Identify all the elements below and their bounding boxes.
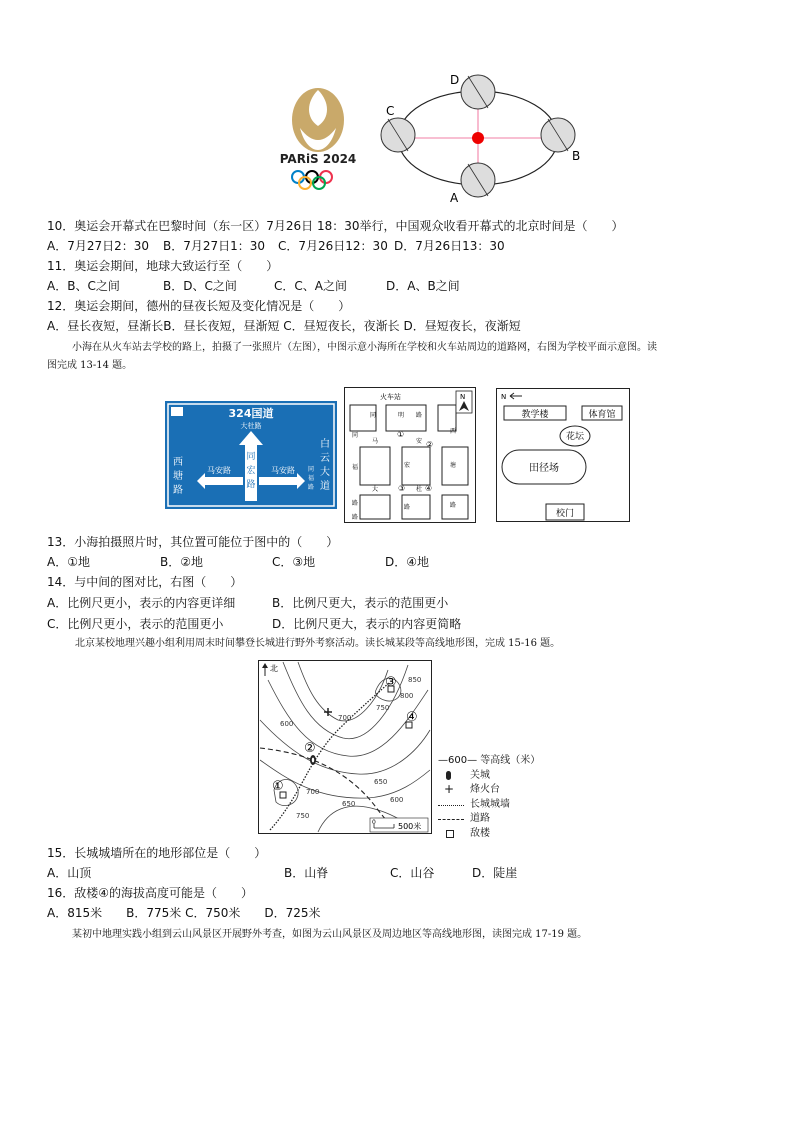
svg-text:②: ② — [304, 741, 316, 756]
lu-left: 路 — [404, 504, 411, 511]
sign-center-road-2: 宏 — [246, 466, 256, 476]
q10-option-a: A．7月27日2：30 — [47, 239, 150, 253]
svg-text:北: 北 — [270, 664, 278, 673]
svg-text:700: 700 — [338, 714, 352, 722]
legend-beacon-row — [438, 783, 540, 798]
q16-stem: 16．敌楼④的海拔高度可能是（ ） — [47, 886, 254, 900]
svg-text:800: 800 — [400, 692, 414, 700]
left-col-1: 同 — [352, 432, 359, 439]
legend-pass-row — [438, 769, 540, 784]
q11-option-a: A．B、C之间 — [47, 279, 120, 293]
q13-option-c: C．③地 — [272, 555, 316, 569]
sign-road-top: 324国道 — [228, 407, 274, 420]
sign-left-road-3: 路 — [173, 485, 183, 496]
point-3: ③ — [398, 484, 406, 493]
svg-text:600: 600 — [390, 796, 404, 804]
wall-icon — [438, 805, 464, 806]
legend-wall: 长城城墙 — [470, 798, 510, 810]
sign-right-sub-1: 同 — [307, 466, 315, 473]
q14-option-b: B．比例尺更大，表示的范围更小 — [272, 596, 449, 610]
da-label: 大 — [372, 486, 379, 493]
label-a: A — [450, 191, 459, 205]
earth-a — [461, 163, 495, 197]
legend-contour: —600— 等高线（米） — [438, 755, 541, 766]
q11-option-c: C．C、A之间 — [274, 279, 347, 293]
point-2: ② — [426, 440, 434, 449]
q11-option-d: D．A、B之间 — [386, 279, 460, 293]
svg-text:N: N — [501, 393, 507, 401]
legend-pass: 关城 — [470, 769, 490, 781]
svg-text:④: ④ — [406, 710, 418, 725]
maan-2: 安 — [416, 438, 423, 445]
intro-13-line2: 图完成 13-14 题。 — [47, 360, 133, 371]
svg-text:①: ① — [272, 779, 284, 794]
svg-text:③: ③ — [385, 675, 397, 690]
legend-road: 道路 — [470, 813, 490, 824]
q13-option-d: D．④地 — [385, 555, 429, 569]
sun — [472, 132, 484, 144]
sign-center-road-3: 路 — [246, 480, 256, 490]
earth-d — [461, 75, 495, 109]
north-arrow — [456, 391, 472, 413]
sign-right-sub-2: 福 — [307, 475, 315, 482]
tongming-2: 明 — [398, 412, 405, 419]
right-col-2: 塘 — [450, 462, 457, 469]
contour-legend — [438, 754, 540, 841]
road-icon — [438, 819, 464, 820]
road-network-map — [344, 387, 476, 523]
olympic-rings — [292, 171, 332, 189]
q13-option-a: A．①地 — [47, 555, 90, 569]
q11-stem: 11．奥运会期间，地球大致运行至（ ） — [47, 259, 279, 273]
svg-text:750: 750 — [296, 812, 310, 820]
label-d: D — [450, 73, 460, 87]
tongming-1: 同 — [370, 412, 377, 419]
maan-1: 马 — [372, 438, 379, 445]
beacon-icon: + — [444, 782, 455, 796]
flame-face-emblem — [292, 88, 344, 152]
left-col-2: 福 — [352, 464, 359, 471]
svg-text:750: 750 — [376, 704, 390, 712]
q15-stem: 15．长城城墙所在的地形部位是（ ） — [47, 846, 267, 860]
svg-text:0: 0 — [372, 819, 376, 826]
label-b: B — [572, 149, 581, 163]
intro-15: 北京某校地理兴趣小组利用周末时间攀登长城进行野外考察活动。读长城某段等高线地形图，完成 15-16 题。 — [75, 638, 561, 649]
school-plan-map — [496, 388, 630, 522]
paris-2024-logo — [262, 84, 374, 196]
right-col-1: 西 — [450, 428, 457, 435]
q10-option-d: D．7月26日13：30 — [394, 239, 505, 253]
q13-option-b: B．②地 — [160, 555, 203, 569]
q10-option-c: C．7月26日12：30 — [278, 239, 388, 253]
sign-right-road-4: 道 — [320, 481, 330, 492]
svg-text:N: N — [460, 393, 466, 401]
sign-right-sub-3: 路 — [307, 484, 315, 491]
gym-label: 体育馆 — [588, 410, 616, 420]
q16-options: A．815米 B．775米 C．750米 D．725米 — [47, 906, 321, 920]
gate-label: 校门 — [555, 509, 575, 519]
q14-option-c: C．比例尺更小，表示的范围更小 — [47, 617, 224, 631]
sign-left-road-2: 塘 — [173, 471, 183, 482]
q15-option-d: D．陡崖 — [472, 866, 518, 880]
legend-road-row — [438, 812, 540, 827]
scale-bar — [370, 818, 428, 832]
svg-text:700: 700 — [306, 788, 320, 796]
q12-stem: 12．奥运会期间，德州的昼夜长短及变化情况是（ ） — [47, 299, 351, 313]
point-1: ① — [397, 430, 405, 439]
teaching-label: 教学楼 — [521, 410, 549, 420]
q14-option-a: A．比例尺更小，表示的内容更详细 — [47, 596, 236, 610]
contour-map — [258, 660, 432, 834]
pass-fort — [310, 755, 316, 765]
sign-left-road-1: 西 — [173, 457, 183, 468]
left-col-3: 路 — [352, 500, 359, 507]
q12-options: A．昼长夜短，昼渐长B．昼长夜短，昼渐短 C．昼短夜长，夜渐长 D．昼短夜长，夜渐短 — [47, 319, 521, 333]
sign-center-road-1: 同 — [246, 452, 256, 462]
logo-text: PARiS 2024 — [279, 152, 357, 166]
road-sign-photo — [165, 401, 337, 509]
earth-c — [381, 118, 415, 152]
field-label: 田径场 — [529, 463, 559, 474]
intro-17: 某初中地理实践小组到云山风景区开展野外考查，如图为云山风景区及周边地区等高线地形图，读图完成 17-19 题。 — [72, 929, 588, 940]
intro-13-line1: 小海在从火车站去学校的路上，拍摄了一张照片（左图），中图示意小海所在学校和火车站周边的道路网，右图为学校平面示意图。读 — [72, 342, 657, 353]
hong-label: 宏 — [404, 462, 411, 469]
q15-option-b: B．山脊 — [284, 866, 329, 880]
q14-option-d: D．比例尺更大，表示的内容更简略 — [272, 617, 462, 631]
legend-wall-row — [438, 798, 540, 813]
sign-right-road-3: 大 — [320, 467, 330, 478]
q10-stem: 10．奥运会开幕式在巴黎时间（东一区）7月26日 18：30举行，中国观众收看开幕式的北京时间是（ ） — [47, 219, 624, 233]
right-col-3: 路 — [450, 502, 457, 509]
svg-text:850: 850 — [408, 676, 422, 684]
q15-option-c: C．山谷 — [390, 866, 435, 880]
point-4: ④ — [425, 484, 433, 493]
garden-label: 花坛 — [565, 432, 585, 442]
label-c: C — [386, 104, 395, 118]
earth-b — [541, 118, 575, 152]
sign-left-arrow-label: 马安路 — [207, 466, 231, 475]
tongming-3: 路 — [416, 412, 423, 419]
q14-stem: 14．与中间的图对比，右图（ ） — [47, 575, 243, 589]
legend-beacon: 烽火台 — [470, 784, 500, 795]
svg-text:650: 650 — [374, 778, 388, 786]
station-label: 火车站 — [380, 393, 401, 401]
tower-icon — [446, 830, 454, 838]
legend-tower: 敌楼 — [470, 827, 490, 839]
lu-right: 路 — [352, 514, 359, 521]
legend-tower-row — [438, 827, 540, 842]
q15-option-a: A．山顶 — [47, 866, 92, 880]
sign-road-sub: 大杜路 — [240, 422, 262, 430]
sign-right-road-2: 云 — [320, 453, 330, 464]
q11-option-b: B．D、C之间 — [163, 279, 237, 293]
q10-option-b: B．7月27日1：30 — [163, 239, 266, 253]
q13-stem: 13．小海拍摄照片时，其位置可能位于图中的（ ） — [47, 535, 339, 549]
du-label: 杜 — [416, 486, 423, 493]
pass-icon — [446, 771, 451, 780]
svg-text:500米: 500米 — [398, 822, 422, 831]
svg-text:650: 650 — [342, 800, 356, 808]
svg-text:600: 600 — [280, 720, 294, 728]
sign-right-arrow-label: 马安路 — [271, 466, 295, 475]
sign-right-road-1: 白 — [320, 439, 330, 450]
earth-orbit-diagram — [378, 70, 588, 210]
